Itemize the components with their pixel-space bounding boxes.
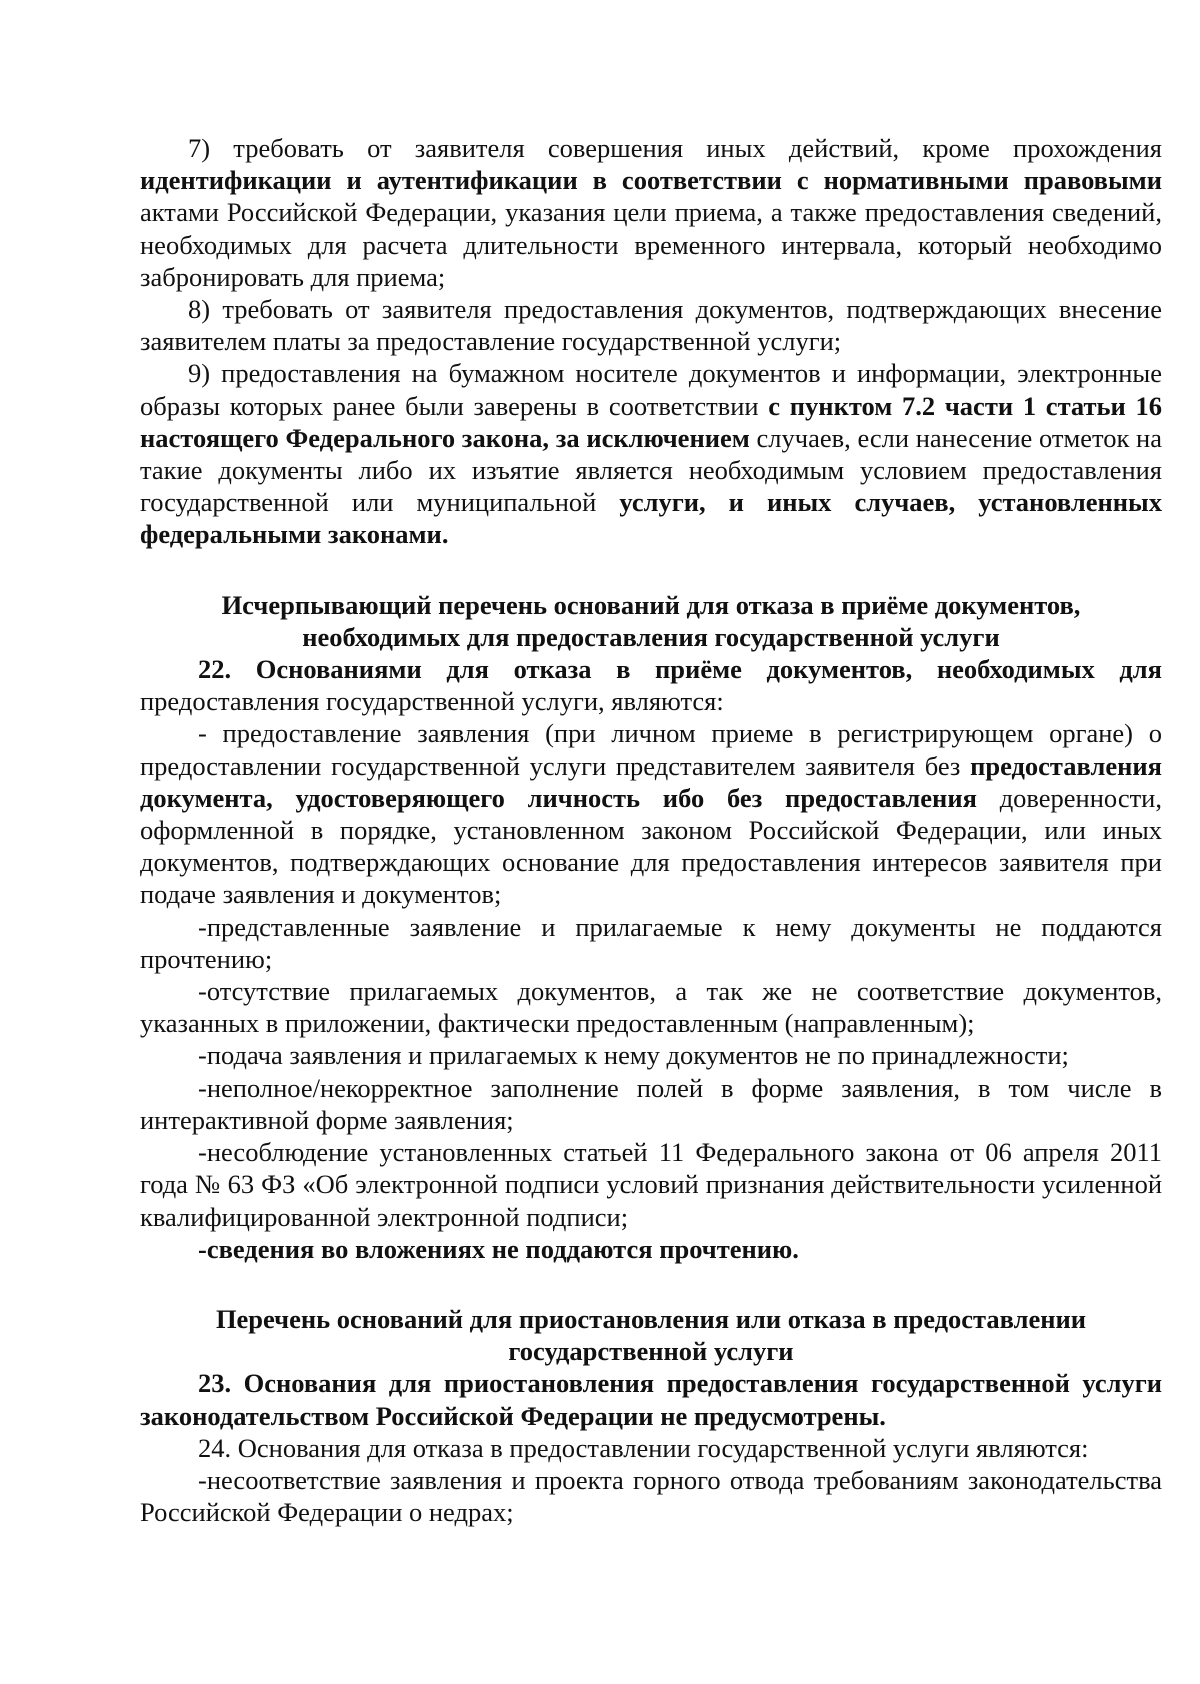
heading-1-line-2: необходимых для предоставления государственной услуги — [302, 621, 1000, 652]
clause-22-lead-part-1: 22. Основаниями для отказа в приёме документов, необходимых для — [198, 654, 1162, 685]
paragraph-9 — [140, 357, 1162, 550]
paragraph-7-part-2: идентификации и аутентификации в соответствии с нормативными правовыми — [140, 165, 1162, 196]
clause-24-lead: 24. Основания для отказа в предоставлении государственной услуги являются: — [198, 1432, 1089, 1463]
clause-22-item-6: -несоблюдение установленных статьей 11 Федерального закона от 06 апреля 2011 года № 63 ФЗ «Об электронной подписи условий признания действительности усиленной квалифицированной электронной подписи; — [140, 1137, 1162, 1232]
paragraph-9-part-1: 9) предоставления на бумажном носителе документов и информации, электронные образы которых ранее были заверены в соответствии — [140, 358, 1162, 421]
document-page — [140, 132, 1162, 1528]
section-heading-refusal-acceptance — [140, 589, 1162, 653]
section-gap — [140, 551, 1162, 589]
heading-2-line-2: государственной услуги — [508, 1336, 794, 1367]
paragraph-9-part-3: случаев, если нанесение отметок на такие документы либо их изъятие является необходимым условием предоставления государственной или муниципальной — [140, 422, 1162, 518]
clause-22-item-3: -отсутствие прилагаемых документов, а так же не соответствие документов, указанных в приложении, фактически предоставленным (направленным); — [140, 976, 1162, 1039]
clause-24-item-1: -несоответствие заявления и проекта горного отвода требованиям законодательства Российской Федерации о недрах; — [140, 1464, 1162, 1528]
clause-23: 23. Основания для приостановления предоставления государственной услуги законодательством Российской Федерации не предусмотрены. — [140, 1368, 1162, 1431]
clause-22-item-1-part-1: - предоставление заявления (при личном приеме в регистрирующем органе) о предоставлении государственной услуги представителем заявителя без — [140, 718, 1162, 781]
paragraph-7 — [140, 132, 1162, 293]
clause-22-item-7: -сведения во вложениях не поддаются прочтению. — [198, 1233, 799, 1264]
paragraph-8: 8) требовать от заявителя предоставления документов, подтверждающих внесение заявителем платы за предоставление государственной услуги; — [140, 294, 1162, 357]
paragraph-7-part-1: 7) требовать от заявителя совершения иных действий, кроме прохождения — [188, 133, 1162, 163]
clause-22-lead-part-2: предоставления государственной услуги, являются: — [140, 686, 724, 717]
clause-22-item-5: -неполное/некорректное заполнение полей в форме заявления, в том числе в интерактивной форме заявления; — [140, 1072, 1162, 1135]
paragraph-7-part-3: актами Российской Федерации, указания цели приема, а также предоставления сведений, необходимых для расчета длительности временного интервала, который необходимо забронировать для приема; — [140, 197, 1162, 292]
clause-22-item-2: -представленные заявление и прилагаемые к нему документы не поддаются прочтению; — [140, 911, 1162, 974]
clause-22-item-4: -подача заявления и прилагаемых к нему документов не по принадлежности; — [198, 1040, 1069, 1071]
heading-2-line-1: Перечень оснований для приостановления или отказа в предоставлении — [215, 1303, 1087, 1334]
clause-22-item-1 — [140, 717, 1162, 910]
section-gap — [140, 1265, 1162, 1303]
clause-22-lead — [140, 653, 1162, 717]
section-heading-suspension-refusal — [140, 1303, 1162, 1367]
clause-22-item-1-part-3: доверенности, оформленной в порядке, установленном законом Российской Федерации, или иных документов, подтверждающих основание для предоставления интересов заявителя при подаче заявления и документов; — [140, 782, 1162, 910]
clause-22-item-1-part-2: предоставления документа, удостоверяющего личность ибо без предоставления — [140, 750, 1162, 813]
paragraph-9-part-2: с пунктом 7.2 части 1 статьи 16 настоящего Федерального закона, за исключением — [140, 390, 1162, 453]
paragraph-9-part-4: услуги, и иных случаев, установленных федеральными законами. — [140, 487, 1162, 550]
heading-1-line-1: Исчерпывающий перечень оснований для отказа в приёме документов, — [221, 589, 1081, 620]
